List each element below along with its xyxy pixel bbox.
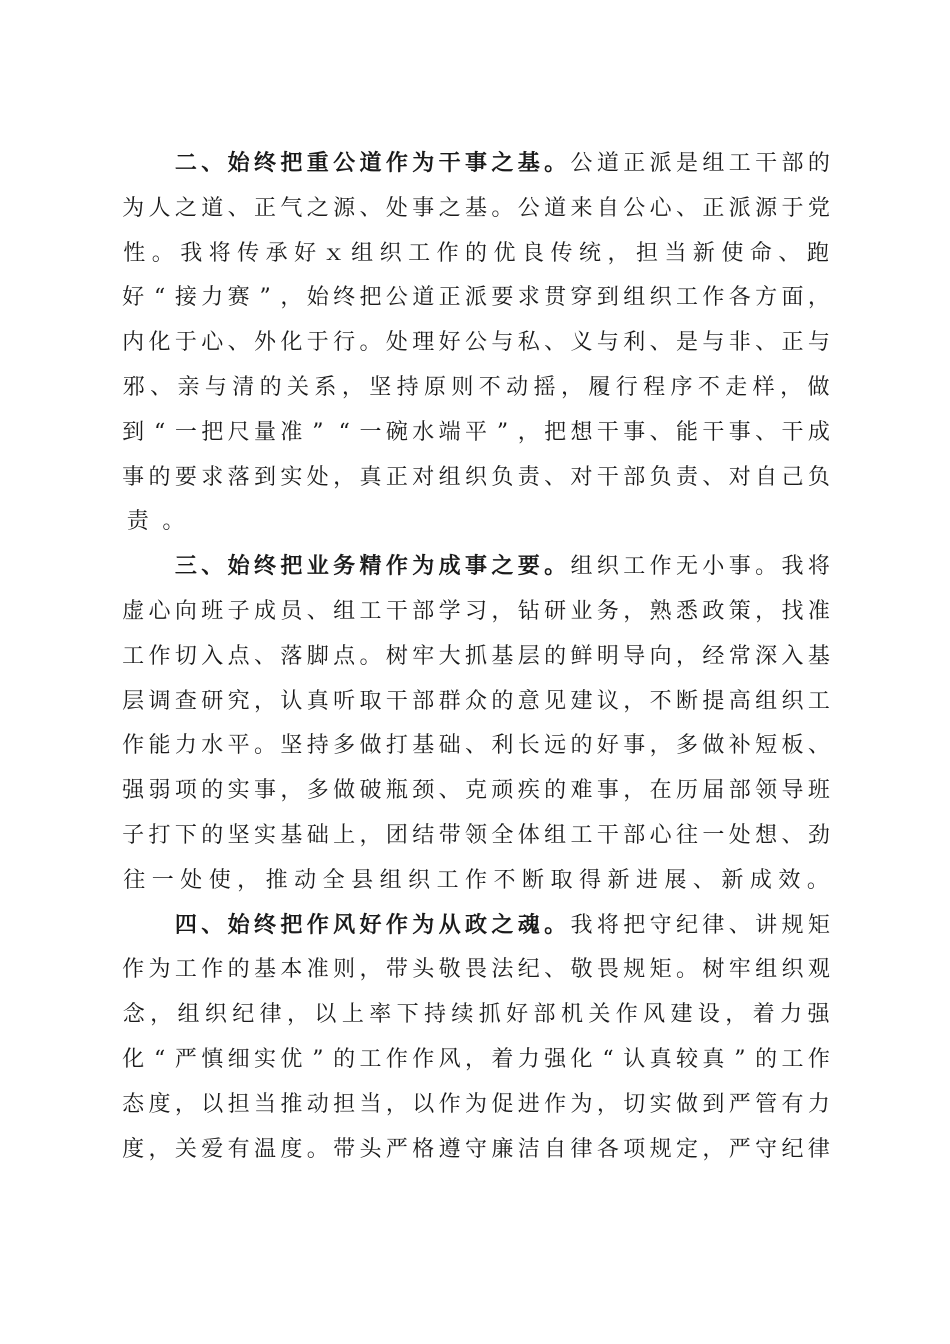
paragraph-line: 往 一 处 使 ， 推 动 全 县 组 织 工 作 不 断 取 得 新 进 展 、 新 成 效 。 [123, 867, 829, 893]
paragraph [120, 545, 832, 903]
paragraph-line: 内 化 于 心 、 外 化 于 行 。 处 理 好 公 与 私 、 义 与 利 、 是 与 非 、 正 与 [122, 330, 830, 356]
paragraph-first-line: 三 、 始 终 把 业 务 精 作 为 成 事 之 要 。 组 织 工 作 无 小 事 。 我 将 [174, 554, 830, 580]
paragraph-line: 虚 心 向 班 子 成 员 、 组 工 干 部 学 习 ， 钻 研 业 务 ， 熟 悉 政 策 ， 找 准 [122, 598, 830, 624]
paragraph-line: 为 人 之 道 、 正 气 之 源 、 处 事 之 基 。 公 道 来 自 公 心 、 正 派 源 于 党 [122, 195, 830, 221]
paragraph-line: 作 为 工 作 的 基 本 准 则 ， 带 头 敬 畏 法 纪 、 敬 畏 规 矩 。 树 牢 组 织 观 [122, 957, 830, 983]
paragraph [120, 142, 832, 545]
paragraph-line: 工 作 切 入 点 、 落 脚 点 。 树 牢 大 抓 基 层 的 鲜 明 导 向 ， 经 常 深 入 基 [122, 643, 830, 669]
paragraph-line: 层 调 查 研 究 ， 认 真 听 取 干 部 群 众 的 意 见 建 议 ， 不 断 提 高 组 织 工 [122, 688, 830, 714]
paragraph-line: 责 。 [126, 509, 185, 535]
paragraph-line: 邪 、 亲 与 清 的 关 系 ， 坚 持 原 则 不 动 摇 ， 履 行 程 序 不 走 样 ， 做 [122, 374, 830, 400]
paragraph-line: 态 度 ， 以 担 当 推 动 担 当 ， 以 作 为 促 进 作 为 ， 切 实 做 到 严 管 有 力 [122, 1091, 830, 1117]
paragraph-line: 强 弱 项 的 实 事 ， 多 做 破 瓶 颈 、 克 顽 疾 的 难 事 ， 在 历 届 部 领 导 班 [122, 778, 830, 804]
paragraph-line: 子 打 下 的 坚 实 基 础 上 ， 团 结 带 领 全 体 组 工 干 部 心 往 一 处 想 、 劲 [122, 822, 830, 848]
paragraph-line: 好 “ 接 力 赛 ” ， 始 终 把 公 道 正 派 要 求 贯 穿 到 组 织 工 作 各 方 面 ， [122, 285, 830, 311]
paragraph [120, 904, 832, 1173]
paragraph-first-line: 四 、 始 终 把 作 风 好 作 为 从 政 之 魂 。 我 将 把 守 纪 律 、 讲 规 矩 [174, 912, 830, 938]
paragraph-line: 性 。 我 将 传 承 好 ｘ 组 织 工 作 的 优 良 传 统 ， 担 当 新 使 命 、 跑 [123, 240, 829, 266]
paragraph-line: 度 ， 关 爱 有 温 度 。 带 头 严 格 遵 守 廉 洁 自 律 各 项 规 定 ， 严 守 纪 律 [122, 1136, 830, 1162]
paragraph-line: 事 的 要 求 落 到 实 处 ， 真 正 对 组 织 负 责 、 对 干 部 负 责 、 对 自 己 负 [122, 464, 830, 490]
paragraph-first-line: 二 、 始 终 把 重 公 道 作 为 干 事 之 基 。 公 道 正 派 是 组 工 干 部 的 [174, 151, 830, 176]
paragraph-line: 到 “ 一 把 尺 量 准 ” “ 一 碗 水 端 平 ” ， 把 想 干 事 、 能 干 事 、 干 成 [122, 419, 830, 445]
paragraph-line: 念 ， 组 织 纪 律 ， 以 上 率 下 持 续 抓 好 部 机 关 作 风 建 设 ， 着 力 强 [122, 1002, 830, 1028]
paragraph-line: 化 “ 严 慎 细 实 优 ” 的 工 作 作 风 ， 着 力 强 化 “ 认 真 较 真 ” 的 工 作 [122, 1046, 830, 1072]
paragraph-line: 作 能 力 水 平 。 坚 持 多 做 打 基 础 、 利 长 远 的 好 事 ， 多 做 补 短 板 、 [122, 733, 830, 759]
document-page [120, 142, 832, 1172]
